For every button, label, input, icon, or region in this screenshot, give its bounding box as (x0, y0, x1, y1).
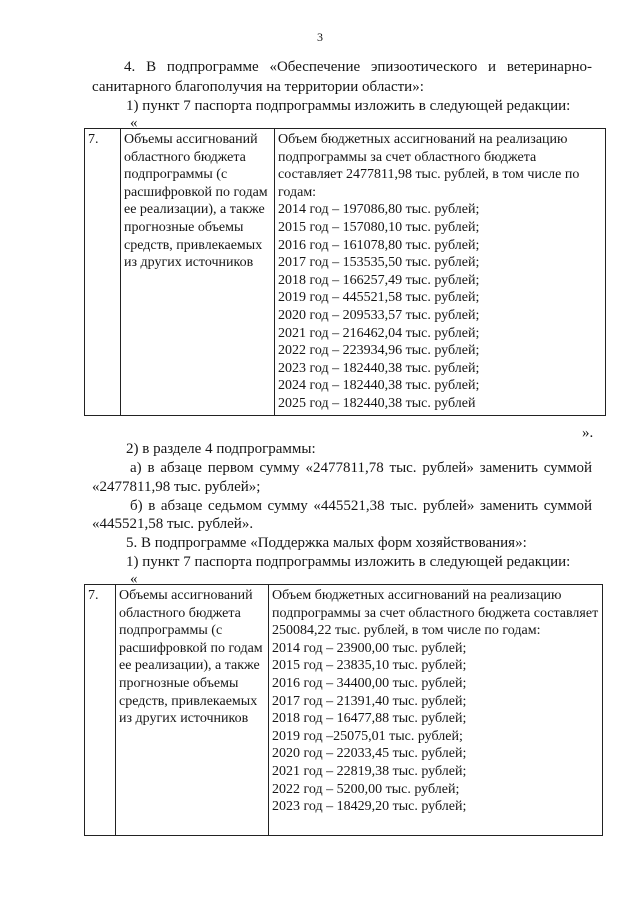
year-amount-2019: 2019 год –25075,01 тыс. рублей; (272, 728, 463, 744)
year-amount-2023: 2023 год – 18429,20 тыс. рублей; (272, 799, 467, 815)
section4-heading-line2: санитарного благополучия на территории области»: (92, 79, 424, 95)
year-amount-2020: 2020 год – 22033,45 тыс. рублей; (272, 746, 467, 762)
section5-row-content (269, 585, 603, 836)
year-amount-2017: 2017 год – 153535,50 тыс. рублей; (278, 255, 480, 271)
year-amount-2014: 2014 год – 23900,00 тыс. рублей; (272, 640, 467, 656)
year-amount-2015: 2015 год – 157080,10 тыс. рублей; (278, 219, 480, 235)
section5-funding-intro: Объем бюджетных ассигнований на реализацию подпрограммы за счет областного бюджета составляет 250084,22 тыс. рублей, в том числе по годам: (272, 588, 599, 639)
section4-item1: 1) пункт 7 паспорта подпрограммы изложить в следующей редакции: (126, 98, 571, 114)
section4-close-quote: ». (582, 425, 594, 441)
year-amount-2018: 2018 год – 166257,49 тыс. рублей; (278, 272, 480, 288)
year-amount-2022: 2022 год – 5200,00 тыс. рублей; (272, 781, 460, 797)
section4-row-label: Объемы ассигнований областного бюджета подпрограммы (с расшифровкой по годам ее реализации), а также прогнозные объемы средств, привлекаемых из других источников (121, 129, 275, 416)
section4-row-content (275, 129, 606, 416)
year-amount-2023: 2023 год – 182440,38 тыс. рублей; (278, 360, 480, 376)
year-amount-2021: 2021 год – 22819,38 тыс. рублей; (272, 763, 467, 779)
year-amount-2016: 2016 год – 34400,00 тыс. рублей; (272, 675, 467, 691)
section4-item2a-line2: «2477811,98 тыс. рублей»; (92, 479, 261, 495)
section4-passport-table (84, 128, 606, 416)
section5-passport-table (84, 584, 603, 836)
year-amount-2018: 2018 год – 16477,88 тыс. рублей; (272, 711, 467, 727)
year-amount-2020: 2020 год – 209533,57 тыс. рублей; (278, 307, 480, 323)
year-amount-2016: 2016 год – 161078,80 тыс. рублей; (278, 237, 480, 253)
section4-table-row (85, 129, 606, 416)
year-amount-2022: 2022 год – 223934,96 тыс. рублей; (278, 343, 480, 359)
section5-row-label: Объемы ассигнований областного бюджета подпрограммы (с расшифровкой по годам ее реализации), а также прогнозные объемы средств, привлекаемых из других источников (116, 585, 269, 836)
section4-item2b-line1: б) в абзаце седьмом сумму «445521,38 тыс. рублей» заменить суммой (130, 498, 592, 514)
section4-item2b-line2: «445521,58 тыс. рублей». (92, 516, 254, 532)
section4-heading-line1: 4. В подпрограмме «Обеспечение эпизоотического и ветеринарно- (124, 59, 592, 75)
year-amount-2015: 2015 год – 23835,10 тыс. рублей; (272, 658, 467, 674)
section5-open-quote: « (130, 571, 138, 587)
section4-item2a-line1: а) в абзаце первом сумму «2477811,78 тыс. рублей» заменить суммой (130, 460, 592, 476)
section4-row-number: 7. (85, 129, 121, 416)
section5-item1: 1) пункт 7 паспорта подпрограммы изложить в следующей редакции: (126, 554, 571, 570)
section4-item2: 2) в разделе 4 подпрограммы: (126, 441, 316, 457)
page-number: 3 (317, 30, 323, 44)
year-amount-2014: 2014 год – 197086,80 тыс. рублей; (278, 202, 480, 218)
year-amount-2019: 2019 год – 445521,58 тыс. рублей; (278, 290, 480, 306)
section5-row-number: 7. (85, 585, 116, 836)
year-amount-2025: 2025 год – 182440,38 тыс. рублей (278, 395, 476, 411)
year-amount-2024: 2024 год – 182440,38 тыс. рублей; (278, 378, 480, 394)
section5-table-row (85, 585, 603, 836)
section4-funding-intro: Объем бюджетных ассигнований на реализацию подпрограммы за счет областного бюджета составляет 2477811,98 тыс. рублей, в том числе по годам: (278, 132, 580, 200)
year-amount-2021: 2021 год – 216462,04 тыс. рублей; (278, 325, 480, 341)
section5-heading: 5. В подпрограмме «Поддержка малых форм хозяйствования»: (126, 535, 527, 551)
section4-open-quote: « (130, 115, 138, 131)
year-amount-2017: 2017 год – 21391,40 тыс. рублей; (272, 693, 467, 709)
